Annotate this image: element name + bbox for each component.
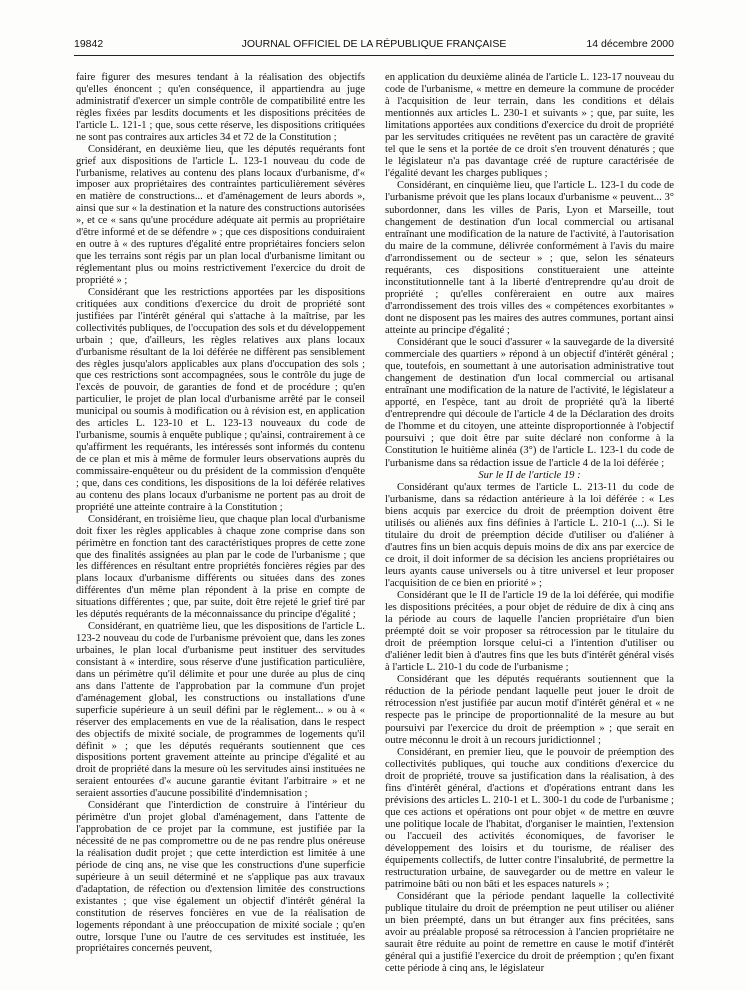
right-column	[385, 72, 674, 982]
page-number: 19842	[74, 38, 104, 50]
paragraph: Considérant que le souci d'assurer « la sauvegarde de la diversité commerciale des quartiers » répond à un objectif d'intérêt général ; que, toutefois, en soumettant à une autorisation administrative tout changement de destination d'un local commercial ou artisanal entraînant une modification de la nature de l'activité, le législateur a apporté, en l'espèce, tant au droit de propriété qu'à la liberté d'entreprendre qui découle de l'article 4 de la Déclaration des droits de l'homme et du citoyen, une atteinte disproportionnée à l'objectif poursuivi ; que doit être par suite déclaré non conforme à la Constitution le huitième alinéa (3°) de l'article L. 123-1 du code de l'urbanisme dans sa rédaction issue de l'article 4 de la loi déférée ;	[385, 337, 674, 469]
paragraph: Considérant que les restrictions apportées par les dispositions critiquées aux conditions d'exercice du droit de propriété sont justifiées par l'intérêt général qui s'attache à la maîtrise, par les collectivités publiques, de l'occupation des sols et du développement urbain ; que, d'ailleurs, les règles relatives aux plans locaux d'urbanisme résultant de la loi déférée ne diffèrent pas sensiblement des règles jusqu'alors applicables aux plans d'occupation des sols ; que ces restrictions sont accompagnées, sous le contrôle du juge de l'excès de pouvoir, de garanties de fond et de procédure ; qu'en particulier, le projet de plan local d'urbanisme arrêté par le conseil municipal ou soumis à modification ou à révision est, en application des articles L. 123-10 et L. 123-13 nouveaux du code de l'urbanisme, soumis à enquête publique ; qu'ainsi, contrairement à ce qu'affirment les requérants, les intéressés sont informés du contenu de ce plan et mis à même de formuler leurs observations auprès du commissaire-enquêteur ou du président de la commission d'enquête ; que, dans ces conditions, les dispositions de la loi déférée relatives au contenu des plans locaux d'urbanisme ne portent pas au droit de propriété une atteinte contraire à la Constitution ;	[76, 286, 365, 513]
paragraph: Considérant, en deuxième lieu, que les députés requérants font grief aux dispositions de l'article L. 123-1 nouveau du code de l'urbanisme, relatives au contenu des plans locaux d'urbanisme, d'« imposer aux propriétaires des contraintes particulièrement sévères en matière de constructions... et d'aménagement de leurs abords », ainsi que sur « la destination et la nature des constructions autorisées », et ce « sans qu'une procédure adéquate ait permis au propriétaire d'être informé et de se défendre » ; que ces dispositions conduiraient en outre à « des ruptures d'égalité entre propriétaires fonciers selon que les terrains sont régis par un plan local d'urbanisme limitant ou réglementant plus ou moins restrictivement l'exercice du droit de propriété » ;	[76, 143, 365, 286]
page-header	[74, 38, 674, 54]
paragraph: Considérant que l'interdiction de construire à l'intérieur du périmètre d'un projet global d'aménagement, dans l'attente de l'approbation de ce projet par la commune, est justifiée par la nécessité de ne pas compromettre ou de ne pas rendre plus onéreuse la réalisation dudit projet ; que cette interdiction est limitée à une période de cinq ans, ne vise que les constructions d'une superficie supérieure à un seuil déterminé et ne s'applique pas aux travaux d'adaptation, de réfection ou d'extension limitée des constructions existantes ; que vise également un objectif d'intérêt général la constitution de réserves foncières en vue de la réalisation de logements répondant à une préoccupation de mixité sociale ; qu'en outre, lorsque l'une ou l'autre de ces servitudes est instituée, les propriétaires concernés peuvent,	[76, 800, 365, 955]
paragraph: en application du deuxième alinéa de l'article L. 123-17 nouveau du code de l'urbanisme, « mettre en demeure la commune de procéder à l'acquisition de leur terrain, dans les conditions et délais mentionnés aux articles L. 230-1 et suivants » ; que, par suite, les limitations apportées aux conditions d'exercice du droit de propriété par les servitudes critiquées ne revêtent pas un caractère de gravité tel que le sens et la portée de ce droit s'en trouvent dénaturés ; que le législateur n'a pas davantage créé de rupture caractérisée de l'égalité devant les charges publiques ;	[385, 72, 674, 180]
left-column	[76, 72, 365, 982]
header-rule	[74, 55, 674, 56]
section-subheading: Sur le II de l'article 19 :	[478, 469, 581, 481]
paragraph: Considérant, en troisième lieu, que chaque plan local d'urbanisme doit fixer les règles applicables à chaque zone comprise dans son périmètre en fonction tant des caractéristiques propres de cette zone que des finalités assignées au plan par le code de l'urbanisme ; que les différences en résultant entre propriétés foncières régies par des plans locaux d'urbanisme différents ou situées dans des zones différentes d'un même plan répondent à la prise en compte de situations différentes ; que, par suite, doit être rejeté le grief tiré par les députés requérants de la méconnaissance du principe d'égalité ;	[76, 513, 365, 621]
paragraph: Considérant que le II de l'article 19 de la loi déférée, qui modifie les dispositions précitées, a pour objet de réduire de dix à cinq ans la période au cours de laquelle l'ancien propriétaire d'un bien préempté doit se voir proposer sa rétrocession par le titulaire du droit de préemption lorsque celui-ci a l'intention d'utiliser ou d'aliéner ledit bien à d'autres fins que les buts d'intérêt général visés à l'article L. 210-1 du code de l'urbanisme ;	[385, 590, 674, 674]
paragraph: faire figurer des mesures tendant à la réalisation des objectifs qu'elles énoncent ; qu'en conséquence, il appartiendra au juge administratif d'exercer un simple contrôle de compatibilité entre les règles fixées par lesdits documents et les dispositions précitées de l'article L. 121-1 ; que, sous cette réserve, les dispositions critiquées ne sont pas contraires aux articles 34 et 72 de la Constitution ;	[76, 72, 365, 143]
journal-title: JOURNAL OFFICIEL DE LA RÉPUBLIQUE FRANÇAISE	[241, 38, 507, 50]
paragraph: Considérant, en cinquième lieu, que l'article L. 123-1 du code de l'urbanisme prévoit que les plans locaux d'urbanisme « peuvent... 3° subordonner, dans les villes de Paris, Lyon et Marseille, tout changement de destination d'un local commercial ou artisanal entraînant une modification de la nature de l'activité, à l'autorisation du maire de la commune, délivrée conformément à l'avis du maire d'arrondissement ou de secteur » ; que, selon les sénateurs requérants, ces dispositions constitueraient une atteinte inconstitutionnelle tant à la liberté d'entreprendre qu'au droit de propriété ; qu'elles confèreraient en outre aux maires d'arrondissement des trois villes des « compétences exorbitantes » dont ne disposent pas les maires des autres communes, portant ainsi atteinte au principe d'égalité ;	[385, 180, 674, 336]
paragraph: Considérant qu'aux termes de l'article L. 213-11 du code de l'urbanisme, dans sa rédaction antérieure à la loi déférée : « Les biens acquis par exercice du droit de préemption doivent être utilisés ou aliénés aux fins définies à l'article L. 210-1 (...). Si le titulaire du droit de préemption décide d'utiliser ou d'aliéner à d'autres fins un bien acquis depuis moins de dix ans par exercice de ce droit, il doit informer de sa décision les anciens propriétaires ou leurs ayants cause universels ou à titre universel et leur proposer l'acquisition de ce bien en priorité » ;	[385, 481, 674, 589]
paragraph: Considérant, en quatrième lieu, que les dispositions de l'article L. 123-2 nouveau du code de l'urbanisme prévoient que, dans les zones urbaines, le plan local d'urbanisme peut instituer des servitudes consistant à « interdire, sous réserve d'une justification particulière, dans un périmètre qu'il délimite et pour une durée au plus de cinq ans dans l'attente de l'approbation par la commune d'un projet d'aménagement global, les constructions ou installations d'une superficie supérieure à un seuil défini par le règlement... » ou à « réserver des emplacements en vue de la réalisation, dans le respect des objectifs de mixité sociale, de programmes de logements qu'il définit » ; que les députés requérants soutiennent que ces dispositions portent gravement atteinte au principe d'égalité et au droit de propriété dans la mesure où les servitudes ainsi instituées ne seraient entourées d'« aucune garantie évitant l'arbitraire » et ne seraient assorties d'aucune possibilité d'indemnisation ;	[76, 621, 365, 800]
issue-date: 14 décembre 2000	[586, 38, 674, 50]
paragraph: Considérant, en premier lieu, que le pouvoir de préemption des collectivités publiques, qui touche aux conditions d'exercice du droit de propriété, trouve sa justification dans la réalisation, à des fins d'intérêt général, d'actions et d'opérations entrant dans les prévisions des articles L. 210-1 et L. 300-1 du code de l'urbanisme ; que ces actions et opérations ont pour objet « de mettre en œuvre une politique locale de l'habitat, d'organiser le maintien, l'extension ou l'accueil des activités économiques, de favoriser le développement des loisirs et du tourisme, de réaliser des équipements collectifs, de lutter contre l'insalubrité, de permettre la restructuration urbaine, de sauvegarder ou de mettre en valeur le patrimoine bâti ou non bâti et les espaces naturels » ;	[385, 746, 674, 891]
paragraph: Considérant que la période pendant laquelle la collectivité publique titulaire du droit de préemption ne peut utiliser ou aliéner un bien préempté, dans un but étranger aux fins précitées, sans avoir au préalable proposé sa rétrocession à l'ancien propriétaire ne saurait être réduite au point de remettre en cause le motif d'intérêt général qui a justifié l'exercice du droit de préemption ; qu'en fixant cette période à cinq ans, le législateur	[385, 891, 674, 975]
paragraph: Considérant que les députés requérants soutiennent que la réduction de la période pendant laquelle peut jouer le droit de rétrocession n'est justifiée par aucun motif d'intérêt général et « ne respecte pas le principe de proportionnalité de la mesure au but poursuivi par l'exercice du droit de préemption » ; que serait en outre méconnu le droit à un recours juridictionnel ;	[385, 674, 674, 746]
